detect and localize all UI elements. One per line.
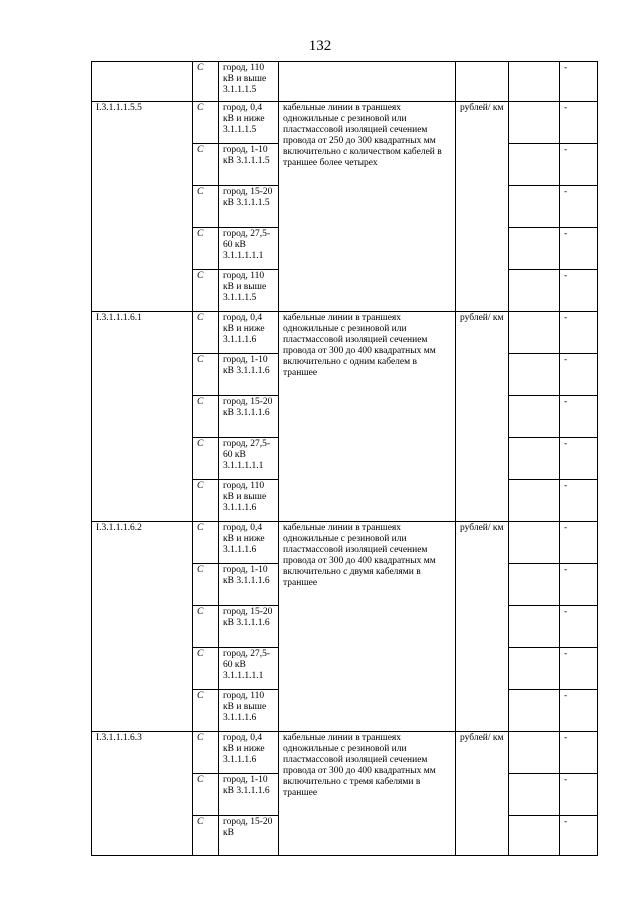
empty-cell [509,564,560,606]
description-cell: кабельные линии в траншеях одножильные с резиновой или пластмассовой изоляцией сечением провода от 300 до 400 квадратных мм включительно с одним кабелем в траншее [279,312,456,522]
value-cell: - [560,564,598,606]
letter-cell: C [193,732,219,774]
voltage-level-cell: город, 0,4 кВ и ниже 3.1.1.1.6 [219,732,279,774]
description-cell [279,62,456,102]
description-cell: кабельные линии в траншеях одножильные с резиновой или пластмассовой изоляцией сечением провода от 300 до 400 квадратных мм включительно с тремя кабелями в траншее [279,732,456,856]
voltage-level-cell: город, 15-20 кВ 3.1.1.1.6 [219,606,279,648]
value-cell: - [560,732,598,774]
letter-cell: C [193,648,219,690]
unit-cell: рублей/ км [456,732,509,856]
empty-cell [509,102,560,144]
voltage-level-cell: город, 110 кВ и выше 3.1.1.1.6 [219,480,279,522]
letter-cell: C [193,102,219,144]
letter-cell: C [193,144,219,186]
voltage-level-cell: город, 0,4 кВ и ниже 3.1.1.1.5 [219,102,279,144]
letter-cell: C [193,480,219,522]
value-cell: - [560,354,598,396]
value-cell: - [560,270,598,312]
value-cell: - [560,396,598,438]
letter-cell: C [193,396,219,438]
table-row [92,522,598,564]
rates-table [91,61,598,856]
letter-cell: C [193,62,219,102]
empty-cell [509,62,560,102]
voltage-level-cell: город, 1-10 кВ 3.1.1.1.6 [219,564,279,606]
voltage-level-cell: город, 15-20 кВ [219,816,279,856]
letter-cell: C [193,228,219,270]
letter-cell: C [193,270,219,312]
value-cell: - [560,816,598,856]
table-row [92,732,598,774]
empty-cell [509,270,560,312]
value-cell: - [560,606,598,648]
empty-cell [509,522,560,564]
unit-cell: рублей/ км [456,522,509,732]
empty-cell [509,228,560,270]
voltage-level-cell: город, 27,5-60 кВ 3.1.1.1.1.1 [219,438,279,480]
empty-cell [509,144,560,186]
page-number: 132 [308,38,332,54]
value-cell: - [560,774,598,816]
empty-cell [509,606,560,648]
empty-cell [509,690,560,732]
unit-cell: рублей/ км [456,312,509,522]
voltage-level-cell: город, 110 кВ и выше 3.1.1.1.5 [219,62,279,102]
voltage-level-cell: город, 27,5-60 кВ 3.1.1.1.1.1 [219,648,279,690]
empty-cell [509,438,560,480]
empty-cell [509,774,560,816]
value-cell: - [560,480,598,522]
value-cell: - [560,228,598,270]
value-cell: - [560,102,598,144]
table-row [92,62,598,102]
value-cell: - [560,690,598,732]
letter-cell: C [193,186,219,228]
empty-cell [509,354,560,396]
table-row [92,102,598,144]
voltage-level-cell: город, 1-10 кВ 3.1.1.1.5 [219,144,279,186]
table-row [92,312,598,354]
empty-cell [509,648,560,690]
letter-cell: C [193,522,219,564]
letter-cell: C [193,564,219,606]
value-cell: - [560,648,598,690]
voltage-level-cell: город, 27,5-60 кВ 3.1.1.1.1.1 [219,228,279,270]
voltage-level-cell: город, 110 кВ и выше 3.1.1.1.5 [219,270,279,312]
value-cell: - [560,438,598,480]
letter-cell: C [193,774,219,816]
value-cell: - [560,522,598,564]
voltage-level-cell: город, 15-20 кВ 3.1.1.1.6 [219,396,279,438]
unit-cell [456,62,509,102]
empty-cell [509,816,560,856]
empty-cell [509,186,560,228]
letter-cell: C [193,816,219,856]
voltage-level-cell: город, 110 кВ и выше 3.1.1.1.6 [219,690,279,732]
value-cell: - [560,312,598,354]
code-cell: I.3.1.1.1.6.3 [92,732,193,856]
empty-cell [509,312,560,354]
letter-cell: C [193,354,219,396]
voltage-level-cell: город, 15-20 кВ 3.1.1.1.5 [219,186,279,228]
unit-cell: рублей/ км [456,102,509,312]
description-cell: кабельные линии в траншеях одножильные с резиновой или пластмассовой изоляцией сечением провода от 300 до 400 квадратных мм включительно с двумя кабелями в траншее [279,522,456,732]
letter-cell: C [193,438,219,480]
code-cell: I.3.1.1.1.5.5 [92,102,193,312]
voltage-level-cell: город, 0,4 кВ и ниже 3.1.1.1.6 [219,312,279,354]
value-cell: - [560,62,598,102]
empty-cell [509,480,560,522]
letter-cell: C [193,690,219,732]
voltage-level-cell: город, 1-10 кВ 3.1.1.1.6 [219,774,279,816]
empty-cell [509,396,560,438]
code-cell: I.3.1.1.1.6.1 [92,312,193,522]
code-cell: I.3.1.1.1.6.2 [92,522,193,732]
value-cell: - [560,144,598,186]
letter-cell: C [193,312,219,354]
code-cell [92,62,193,102]
rates-table-body [92,62,598,856]
letter-cell: C [193,606,219,648]
description-cell: кабельные линии в траншеях одножильные с резиновой или пластмассовой изоляцией сечением провода от 250 до 300 квадратных мм включительно с количеством кабелей в траншее более четырех [279,102,456,312]
empty-cell [509,732,560,774]
voltage-level-cell: город, 1-10 кВ 3.1.1.1.6 [219,354,279,396]
value-cell: - [560,186,598,228]
voltage-level-cell: город, 0,4 кВ и ниже 3.1.1.1.6 [219,522,279,564]
